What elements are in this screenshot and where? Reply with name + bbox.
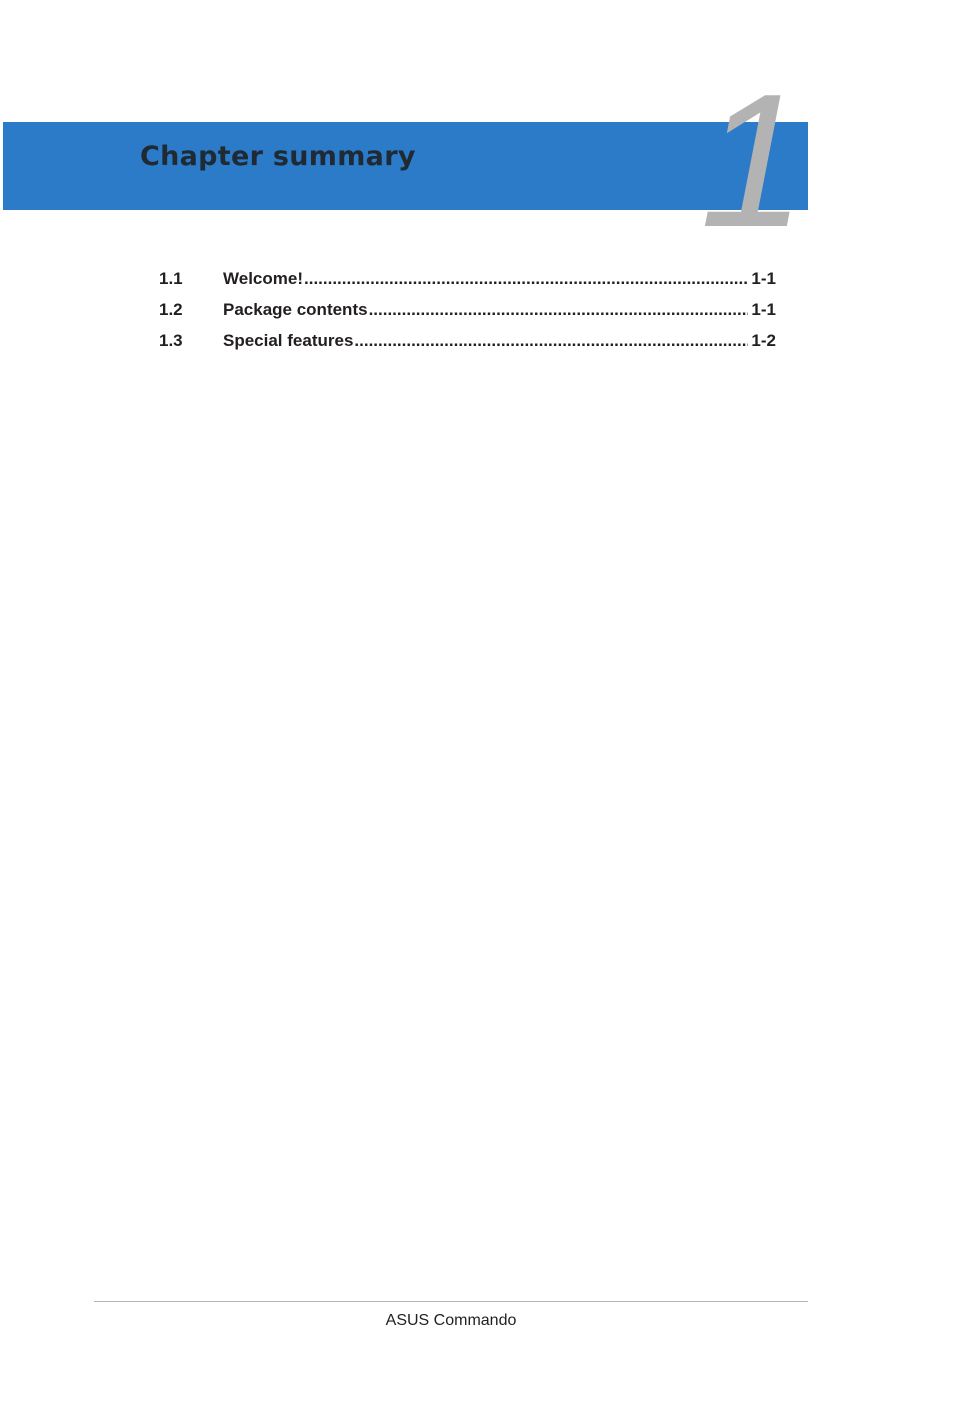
toc-entry-page: 1-1 — [751, 300, 776, 319]
table-of-contents — [159, 269, 776, 362]
toc-entry-label: Package contents — [223, 300, 368, 319]
toc-leader-dots — [369, 300, 749, 320]
toc-entry-1-1[interactable] — [159, 269, 776, 300]
toc-entry-page: 1-1 — [751, 269, 776, 288]
toc-leader-dots — [354, 331, 748, 351]
toc-entry-number: 1.2 — [159, 300, 183, 319]
chapter-number: 1 — [700, 55, 806, 267]
toc-entry-label: Welcome! — [223, 269, 303, 288]
footer-divider — [94, 1301, 808, 1302]
toc-entry-1-3[interactable] — [159, 331, 776, 362]
toc-entry-page: 1-2 — [751, 331, 776, 350]
toc-entry-1-2[interactable] — [159, 300, 776, 331]
chapter-title: Chapter summary — [140, 141, 416, 172]
toc-entry-label: Special features — [223, 331, 354, 350]
footer-title: ASUS Commando — [385, 1312, 517, 1329]
toc-entry-number: 1.3 — [159, 331, 183, 350]
toc-entry-number: 1.1 — [159, 269, 183, 288]
toc-leader-dots — [304, 269, 748, 289]
